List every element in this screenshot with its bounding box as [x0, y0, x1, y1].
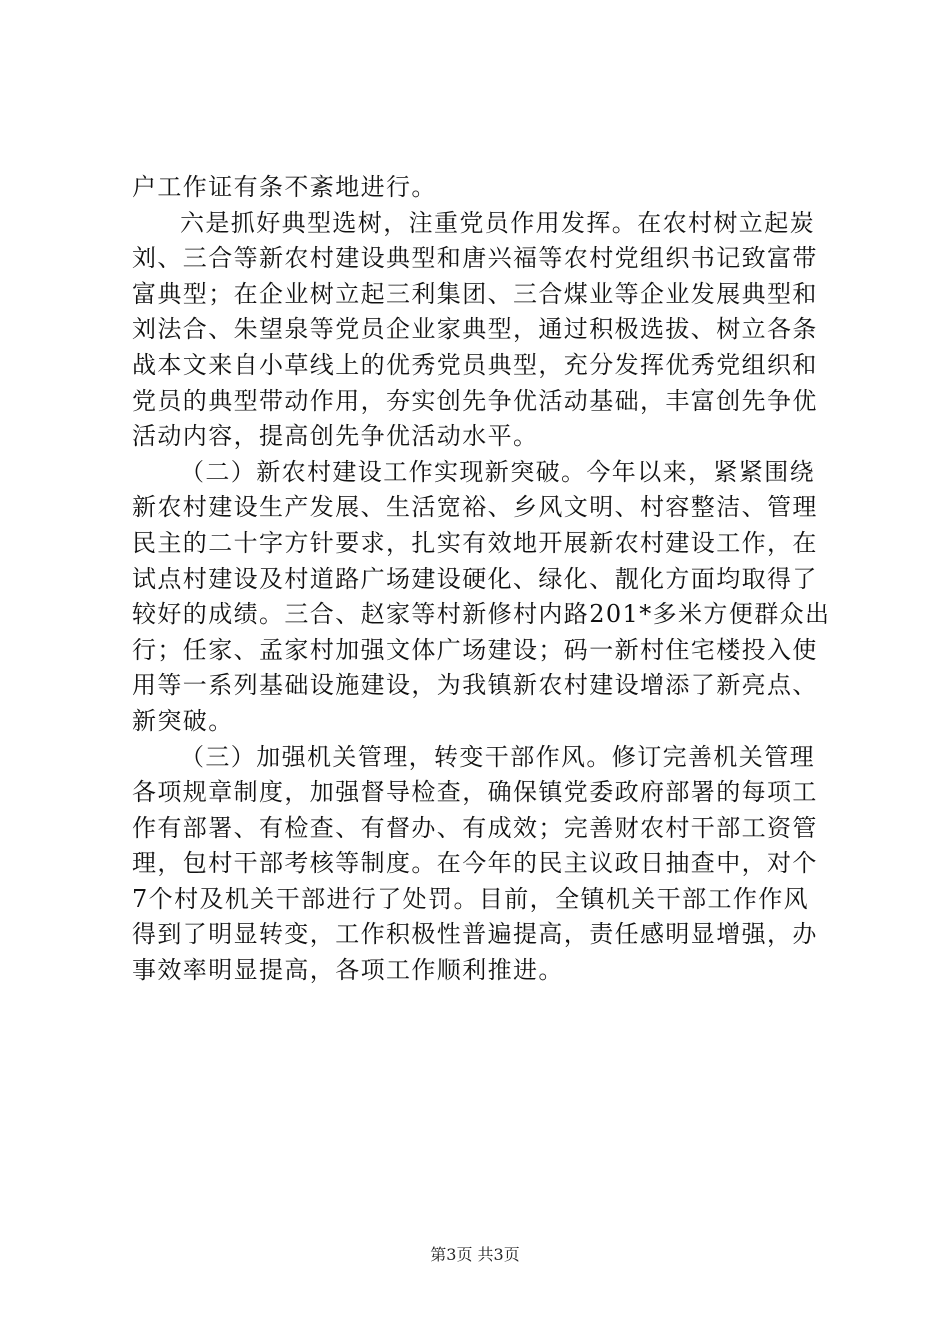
text-line: 战本文来自小草线上的优秀党员典型，充分发挥优秀党组织和	[132, 350, 818, 379]
text-line: 刘法合、朱望泉等党员企业家典型，通过积极选拔、树立各条	[132, 315, 818, 344]
paragraph-start-line: （二）新农村建设工作实现新突破。今年以来，紧紧围绕	[180, 457, 815, 486]
text-line: 试点村建设及村道路广场建设硬化、绿化、靓化方面均取得了	[132, 564, 818, 593]
text-line: 民主的二十字方针要求，扎实有效地开展新农村建设工作，在	[132, 528, 818, 557]
text-line: 用等一系列基础设施建设，为我镇新农村建设增添了新亮点、	[132, 671, 818, 700]
text-line: 事效率明显提高，各项工作顺利推进。	[132, 956, 564, 985]
text-line: 行；任家、孟家村加强文体广场建设；码一新村住宅楼投入使	[132, 635, 818, 664]
text-line: 新突破。	[132, 706, 234, 735]
text-line: 各项规章制度，加强督导检查，确保镇党委政府部署的每项工	[132, 778, 818, 807]
paragraph-start-line: 六是抓好典型选树，注重党员作用发挥。在农村树立起炭	[180, 208, 815, 237]
text-line: 富典型；在企业树立起三利集团、三合煤业等企业发展典型和	[132, 279, 818, 308]
text-line: 党员的典型带动作用，夯实创先争优活动基础，丰富创先争优	[132, 386, 818, 415]
text-line: 7个村及机关干部进行了处罚。目前，全镇机关干部工作作风	[132, 884, 810, 913]
page-number-footer: 第3页 共3页	[430, 1245, 520, 1264]
document-body	[132, 170, 832, 989]
text-line: 户工作证有条不紊地进行。	[132, 173, 437, 201]
text-line: 较好的成绩。三合、赵家等村新修村内路201*多米方便群众出	[132, 600, 831, 629]
paragraph-start-line: （三）加强机关管理，转变干部作风。修订完善机关管理	[180, 742, 815, 771]
text-line: 新农村建设生产发展、生活宽裕、乡风文明、村容整洁、管理	[132, 493, 818, 522]
text-line: 活动内容，提高创先争优活动水平。	[132, 422, 539, 451]
text-line: 理，包村干部考核等制度。在今年的民主议政日抽查中，对个	[132, 849, 818, 878]
text-line: 得到了明显转变，工作积极性普遍提高，责任感明显增强，办	[132, 920, 818, 949]
text-line: 刘、三合等新农村建设典型和唐兴福等农村党组织书记致富带	[132, 244, 818, 273]
text-line: 作有部署、有检查、有督办、有成效；完善财农村干部工资管	[132, 813, 818, 842]
